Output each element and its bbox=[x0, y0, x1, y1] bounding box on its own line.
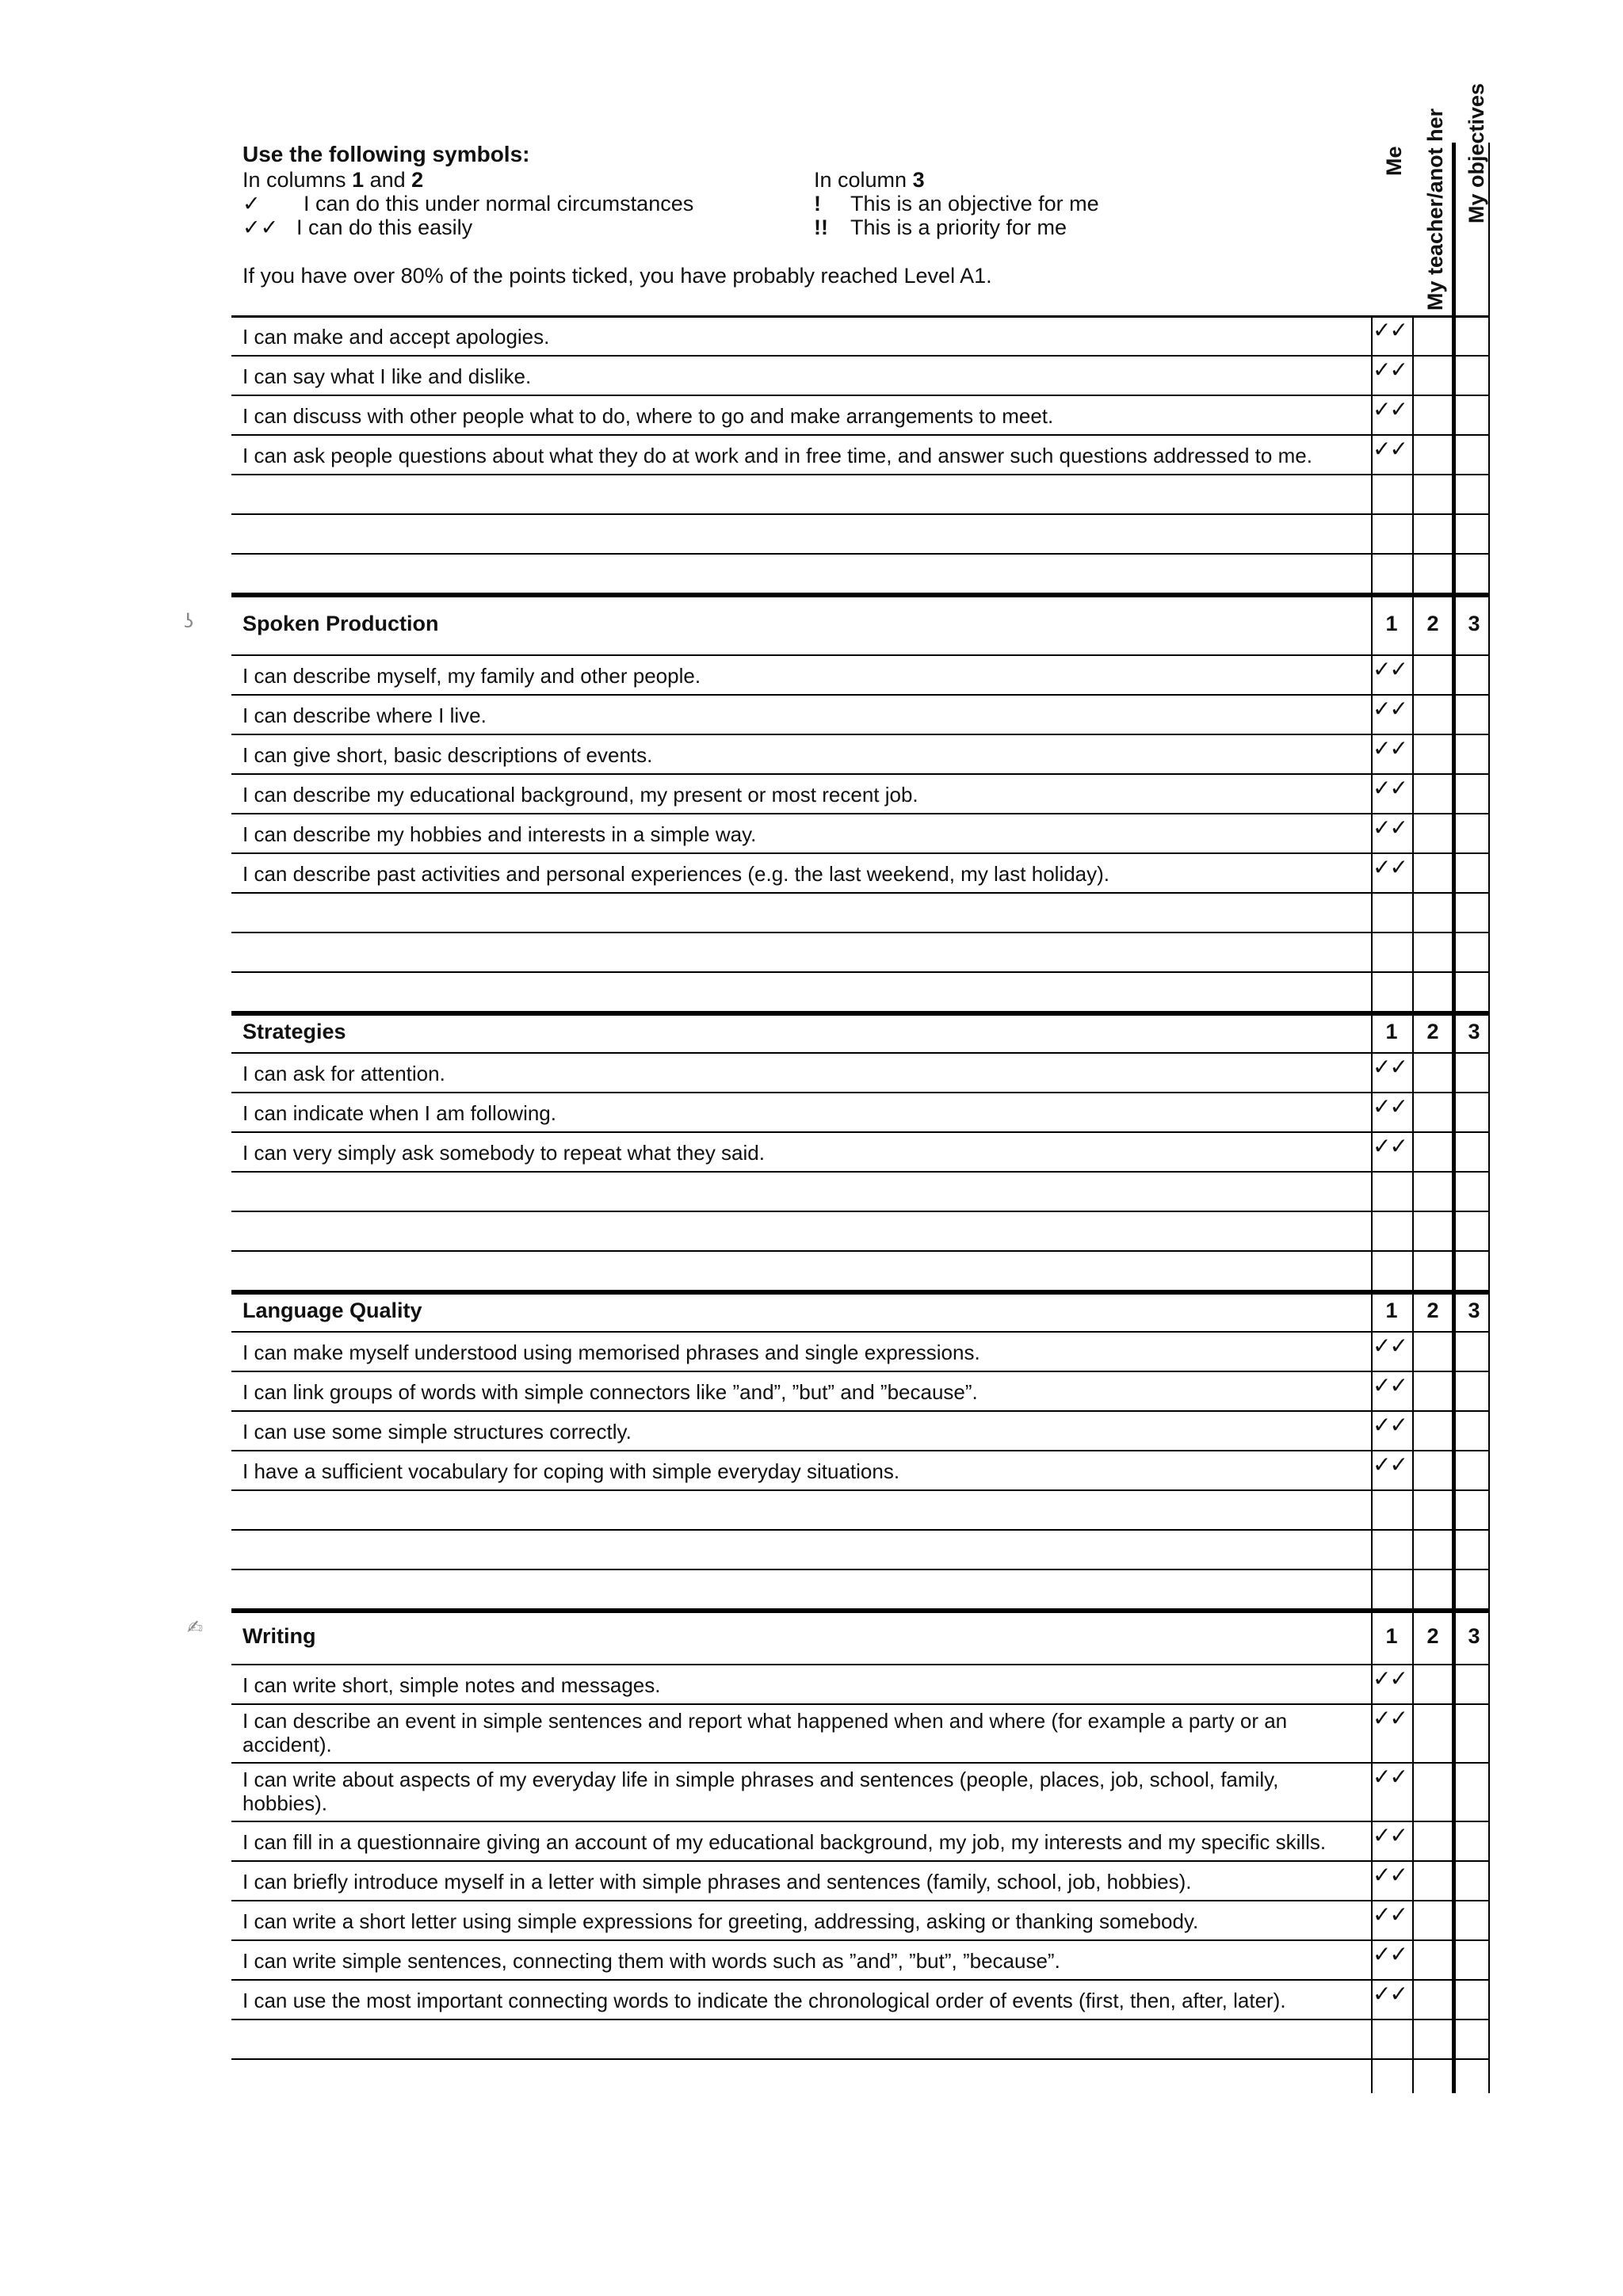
column-number-1: 1 bbox=[1385, 1020, 1398, 1043]
me-tick-mark: ✓✓ bbox=[1373, 436, 1407, 462]
statement-text: I can use some simple structures correctly. bbox=[242, 1420, 632, 1444]
me-tick-mark: ✓✓ bbox=[1373, 1451, 1407, 1478]
me-tick-mark: ✓✓ bbox=[1373, 1133, 1407, 1159]
me-tick-mark: ✓✓ bbox=[1373, 1333, 1407, 1359]
column-divider-me bbox=[1371, 315, 1373, 2093]
row-divider bbox=[231, 1371, 1488, 1372]
row-divider bbox=[231, 355, 1488, 357]
me-tick-mark: ✓✓ bbox=[1373, 1901, 1407, 1928]
column-header-me: Me bbox=[1382, 146, 1406, 176]
column-number-2: 2 bbox=[1426, 1299, 1439, 1322]
legend-exclamation-symbol: ! bbox=[814, 192, 821, 215]
legend-double-tick-text: I can do this easily bbox=[296, 215, 473, 239]
row-divider bbox=[231, 2019, 1488, 2020]
me-tick-mark: ✓✓ bbox=[1373, 317, 1407, 343]
row-divider bbox=[231, 1410, 1488, 1412]
statement-text: I can ask people questions about what they do at work and in free time, and answer such questions addressed to me. bbox=[242, 444, 1312, 467]
section-top-border bbox=[231, 1290, 1488, 1295]
section-title-strategies: Strategies bbox=[242, 1020, 346, 1043]
row-divider bbox=[231, 1489, 1488, 1491]
legend-exclamation-text: This is an objective for me bbox=[850, 192, 1099, 215]
statement-text: I can indicate when I am following. bbox=[242, 1101, 556, 1125]
blank-row-divider bbox=[231, 1569, 1488, 1570]
row-divider bbox=[231, 1703, 1488, 1705]
me-tick-mark: ✓✓ bbox=[1373, 1665, 1407, 1691]
statement-text: I can write simple sentences, connecting them with words such as ”and”, ”but”, ”because”. bbox=[242, 1949, 1060, 1973]
statement-text: I can describe my educational background, my present or most recent job. bbox=[242, 783, 918, 807]
statement-text: I can write short, simple notes and messages. bbox=[242, 1673, 661, 1697]
blank-row-divider bbox=[231, 1211, 1488, 1212]
statement-text: I can write about aspects of my everyday life in simple phrases and sentences (people, places, job, school, family, hobbies). bbox=[242, 1768, 1279, 1815]
row-divider bbox=[231, 1762, 1488, 1764]
legend-double-exclamation-symbol: !! bbox=[814, 215, 828, 239]
row-divider bbox=[231, 813, 1488, 814]
column-header-objectives: My objectives bbox=[1465, 82, 1488, 223]
section-title-writing: Writing bbox=[242, 1624, 316, 1648]
me-tick-mark: ✓✓ bbox=[1373, 1941, 1407, 1967]
me-tick-mark: ✓✓ bbox=[1373, 1372, 1407, 1398]
column-number-1: 1 bbox=[1385, 612, 1398, 635]
legend-single-tick-symbol: ✓ bbox=[242, 192, 261, 215]
blank-row-divider bbox=[231, 971, 1488, 973]
me-tick-mark: ✓✓ bbox=[1373, 814, 1407, 841]
row-divider bbox=[231, 694, 1488, 696]
section-top-border bbox=[231, 1608, 1488, 1613]
statement-text: I can make and accept apologies. bbox=[242, 325, 550, 349]
statement-text: I can discuss with other people what to do, where to go and make arrangements to meet. bbox=[242, 404, 1054, 428]
me-tick-mark: ✓✓ bbox=[1373, 1862, 1407, 1888]
me-tick-mark: ✓✓ bbox=[1373, 656, 1407, 682]
row-divider bbox=[231, 1900, 1488, 1901]
column-divider-objectives bbox=[1452, 143, 1456, 2093]
row-divider bbox=[231, 852, 1488, 854]
column-number-1: 1 bbox=[1385, 1299, 1398, 1322]
blank-row-divider bbox=[231, 932, 1488, 933]
column-number-1: 1 bbox=[1385, 1624, 1398, 1648]
row-divider bbox=[231, 734, 1488, 735]
me-tick-mark: ✓✓ bbox=[1373, 357, 1407, 383]
column-number-3: 3 bbox=[1468, 1020, 1480, 1043]
row-divider bbox=[231, 773, 1488, 775]
me-tick-mark: ✓✓ bbox=[1373, 854, 1407, 880]
statement-text: I can fill in a questionnaire giving an account of my educational background, my job, my interests and my specific skills. bbox=[242, 1830, 1327, 1854]
legend-columns-12: In columns 1 and 2 bbox=[242, 168, 424, 192]
row-divider bbox=[231, 1821, 1488, 1822]
statement-text: I can describe past activities and personal experiences (e.g. the last weekend, my last holiday). bbox=[242, 862, 1110, 886]
legend-double-exclamation-text: This is a priority for me bbox=[850, 215, 1067, 239]
statement-text: I can use the most important connecting words to indicate the chronological order of events (first, then, after, later). bbox=[242, 1989, 1286, 2012]
me-tick-mark: ✓✓ bbox=[1373, 1822, 1407, 1848]
statement-text: I can write a short letter using simple expressions for greeting, addressing, asking or thanking somebody. bbox=[242, 1909, 1199, 1933]
row-divider bbox=[231, 1092, 1488, 1093]
legend-single-tick-text: I can do this under normal circumstances bbox=[304, 192, 694, 215]
table-top-border bbox=[231, 315, 1488, 318]
me-tick-mark: ✓✓ bbox=[1373, 696, 1407, 722]
column-header-teacher: My teacher/anot her bbox=[1423, 108, 1447, 311]
section-title-language-quality: Language Quality bbox=[242, 1299, 422, 1322]
blank-row-divider bbox=[231, 513, 1488, 515]
column-number-3: 3 bbox=[1468, 1624, 1480, 1648]
section-top-border bbox=[231, 593, 1488, 597]
statement-text: I can make myself understood using memorised phrases and single expressions. bbox=[242, 1341, 980, 1364]
me-tick-mark: ✓✓ bbox=[1373, 775, 1407, 801]
statement-text: I can ask for attention. bbox=[242, 1062, 445, 1085]
speaking-icon: ʖ bbox=[184, 610, 194, 632]
legend-column-3: In column 3 bbox=[814, 168, 925, 192]
row-divider bbox=[231, 474, 1488, 475]
column-number-2: 2 bbox=[1426, 1020, 1439, 1043]
row-divider bbox=[231, 1939, 1488, 1941]
blank-row-divider bbox=[231, 553, 1488, 555]
statement-text: I can give short, basic descriptions of events. bbox=[242, 743, 653, 767]
me-tick-mark: ✓✓ bbox=[1373, 1981, 1407, 2007]
statement-text: I can describe myself, my family and other people. bbox=[242, 664, 701, 688]
row-divider bbox=[231, 1860, 1488, 1862]
column-number-2: 2 bbox=[1426, 612, 1439, 635]
blank-row-divider bbox=[231, 2058, 1488, 2060]
statement-text: I can describe where I live. bbox=[242, 704, 487, 727]
row-divider bbox=[231, 1171, 1488, 1173]
row-divider bbox=[231, 1979, 1488, 1981]
me-tick-mark: ✓✓ bbox=[1373, 1054, 1407, 1080]
me-tick-mark: ✓✓ bbox=[1373, 1705, 1407, 1731]
row-divider bbox=[231, 1131, 1488, 1133]
row-divider bbox=[231, 1664, 1488, 1665]
statement-text: I can describe my hobbies and interests in a simple way. bbox=[242, 822, 757, 846]
me-tick-mark: ✓✓ bbox=[1373, 1764, 1407, 1790]
section-title-spoken-production: Spoken Production bbox=[242, 612, 439, 635]
row-divider bbox=[231, 434, 1488, 436]
table-right-border bbox=[1488, 143, 1490, 2093]
writing-icon: ✍ bbox=[187, 1616, 204, 1638]
statement-text: I can describe an event in simple sentences and report what happened when and where (for example a party or an accident). bbox=[242, 1709, 1288, 1756]
statement-text: I can briefly introduce myself in a letter with simple phrases and sentences (family, school, job, hobbies). bbox=[242, 1870, 1192, 1894]
legend-double-tick-symbol: ✓✓ bbox=[242, 215, 279, 239]
column-number-2: 2 bbox=[1426, 1624, 1439, 1648]
me-tick-mark: ✓✓ bbox=[1373, 396, 1407, 422]
statement-text: I can link groups of words with simple connectors like ”and”, ”but” and ”because”. bbox=[242, 1380, 978, 1404]
column-divider-teacher bbox=[1412, 315, 1414, 2093]
me-tick-mark: ✓✓ bbox=[1373, 735, 1407, 761]
statement-text: I have a sufficient vocabulary for coping with simple everyday situations. bbox=[242, 1459, 900, 1483]
row-divider bbox=[231, 1450, 1488, 1451]
legend-note: If you have over 80% of the points ticked, you have probably reached Level A1. bbox=[242, 264, 992, 288]
row-divider bbox=[231, 654, 1488, 656]
blank-row-divider bbox=[231, 1250, 1488, 1252]
column-number-3: 3 bbox=[1468, 1299, 1480, 1322]
row-divider bbox=[231, 1331, 1488, 1333]
section-top-border bbox=[231, 1011, 1488, 1016]
me-tick-mark: ✓✓ bbox=[1373, 1093, 1407, 1119]
statement-text: I can say what I like and dislike. bbox=[242, 364, 532, 388]
row-divider bbox=[231, 1052, 1488, 1054]
statement-text: I can very simply ask somebody to repeat what they said. bbox=[242, 1141, 765, 1165]
row-divider bbox=[231, 892, 1488, 894]
column-number-3: 3 bbox=[1468, 612, 1480, 635]
row-divider bbox=[231, 395, 1488, 396]
legend-title: Use the following symbols: bbox=[242, 142, 530, 166]
blank-row-divider bbox=[231, 1529, 1488, 1531]
me-tick-mark: ✓✓ bbox=[1373, 1412, 1407, 1438]
